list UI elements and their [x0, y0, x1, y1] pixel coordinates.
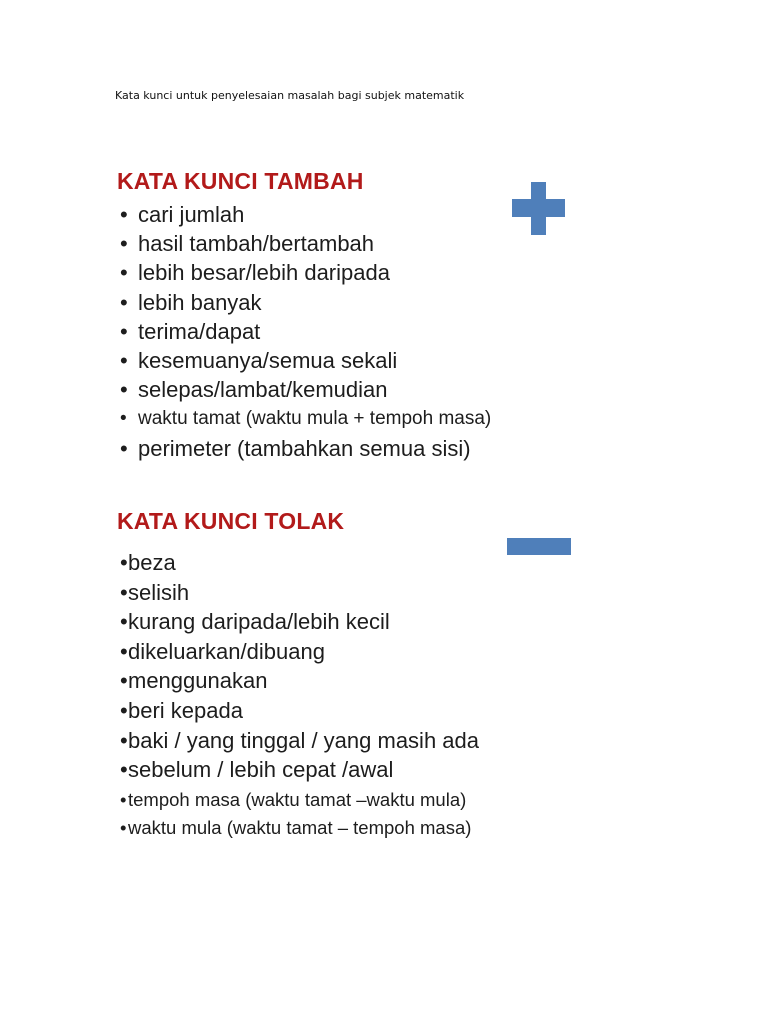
bullet: • [120, 347, 128, 373]
bullet: • [120, 260, 128, 286]
subtract-heading: KATA KUNCI TOLAK [117, 508, 345, 534]
list-item-text: kesemuanya/semua sekali [138, 347, 398, 373]
list-item [120, 696, 479, 726]
list-item-text: perimeter (tambahkan semua sisi) [138, 435, 471, 461]
list-item [120, 404, 491, 433]
subtract-keyword-list [120, 548, 479, 841]
list-item [120, 200, 491, 229]
bullet: • [120, 788, 127, 810]
list-item [120, 548, 479, 578]
list-item-text: selepas/lambat/kemudian [138, 377, 388, 403]
list-item [120, 813, 479, 841]
bullet: • [120, 231, 128, 257]
list-item-text: waktu tamat (waktu mula + tempoh masa) [138, 408, 492, 430]
add-keyword-list [120, 200, 491, 463]
list-item-text: cari jumlah [138, 202, 245, 227]
list-item [120, 666, 479, 696]
bullet: • [120, 202, 128, 227]
list-item-text: lebih banyak [138, 289, 262, 315]
list-item-text: baki / yang tinggal / yang masih ada [128, 727, 480, 753]
bullet: • [120, 638, 128, 664]
list-item-text: waktu mula (waktu tamat – tempoh masa) [128, 816, 472, 838]
list-item-text: sebelum / lebih cepat /awal [128, 757, 394, 783]
list-item-text: beri kepada [128, 697, 243, 723]
bullet: • [120, 579, 128, 605]
bullet: • [120, 668, 128, 694]
list-item-text: kurang daripada/lebih kecil [128, 609, 390, 635]
plus-icon-bar [512, 199, 565, 217]
bullet: • [120, 816, 127, 838]
list-item [120, 229, 491, 258]
bullet: • [120, 727, 128, 753]
bullet: • [120, 318, 128, 344]
bullet: • [120, 435, 128, 461]
add-heading: KATA KUNCI TAMBAH [117, 168, 364, 194]
list-item [120, 578, 479, 608]
list-item [120, 317, 491, 346]
add-keywords-panel [110, 168, 580, 468]
list-item-text: beza [128, 550, 176, 575]
list-item [120, 637, 479, 667]
bullet: • [120, 697, 128, 723]
list-item-text: dikeluarkan/dibuang [128, 638, 325, 664]
list-item [120, 346, 491, 375]
bullet: • [120, 550, 128, 575]
list-item-text: tempoh masa (waktu tamat –waktu mula) [128, 788, 467, 810]
list-item [120, 375, 491, 404]
list-item-text: selisih [128, 579, 190, 605]
list-item [120, 258, 491, 287]
bullet: • [120, 757, 128, 783]
list-item [120, 607, 479, 637]
list-item [120, 434, 491, 463]
list-item [120, 726, 479, 756]
list-item [120, 288, 491, 317]
list-item-text: menggunakan [128, 668, 268, 694]
list-item-text: terima/dapat [138, 318, 261, 344]
list-item-text: hasil tambah/bertambah [138, 231, 375, 257]
list-item [120, 755, 479, 785]
list-item [120, 785, 479, 813]
subtract-keywords-panel [110, 508, 580, 838]
bullet: • [120, 408, 127, 430]
minus-icon [507, 538, 571, 555]
bullet: • [120, 609, 128, 635]
page-caption: Kata kunci untuk penyelesaian masalah bagi subjek matematik [115, 89, 465, 102]
bullet: • [120, 289, 128, 315]
list-item-text: lebih besar/lebih daripada [138, 260, 390, 286]
bullet: • [120, 377, 128, 403]
